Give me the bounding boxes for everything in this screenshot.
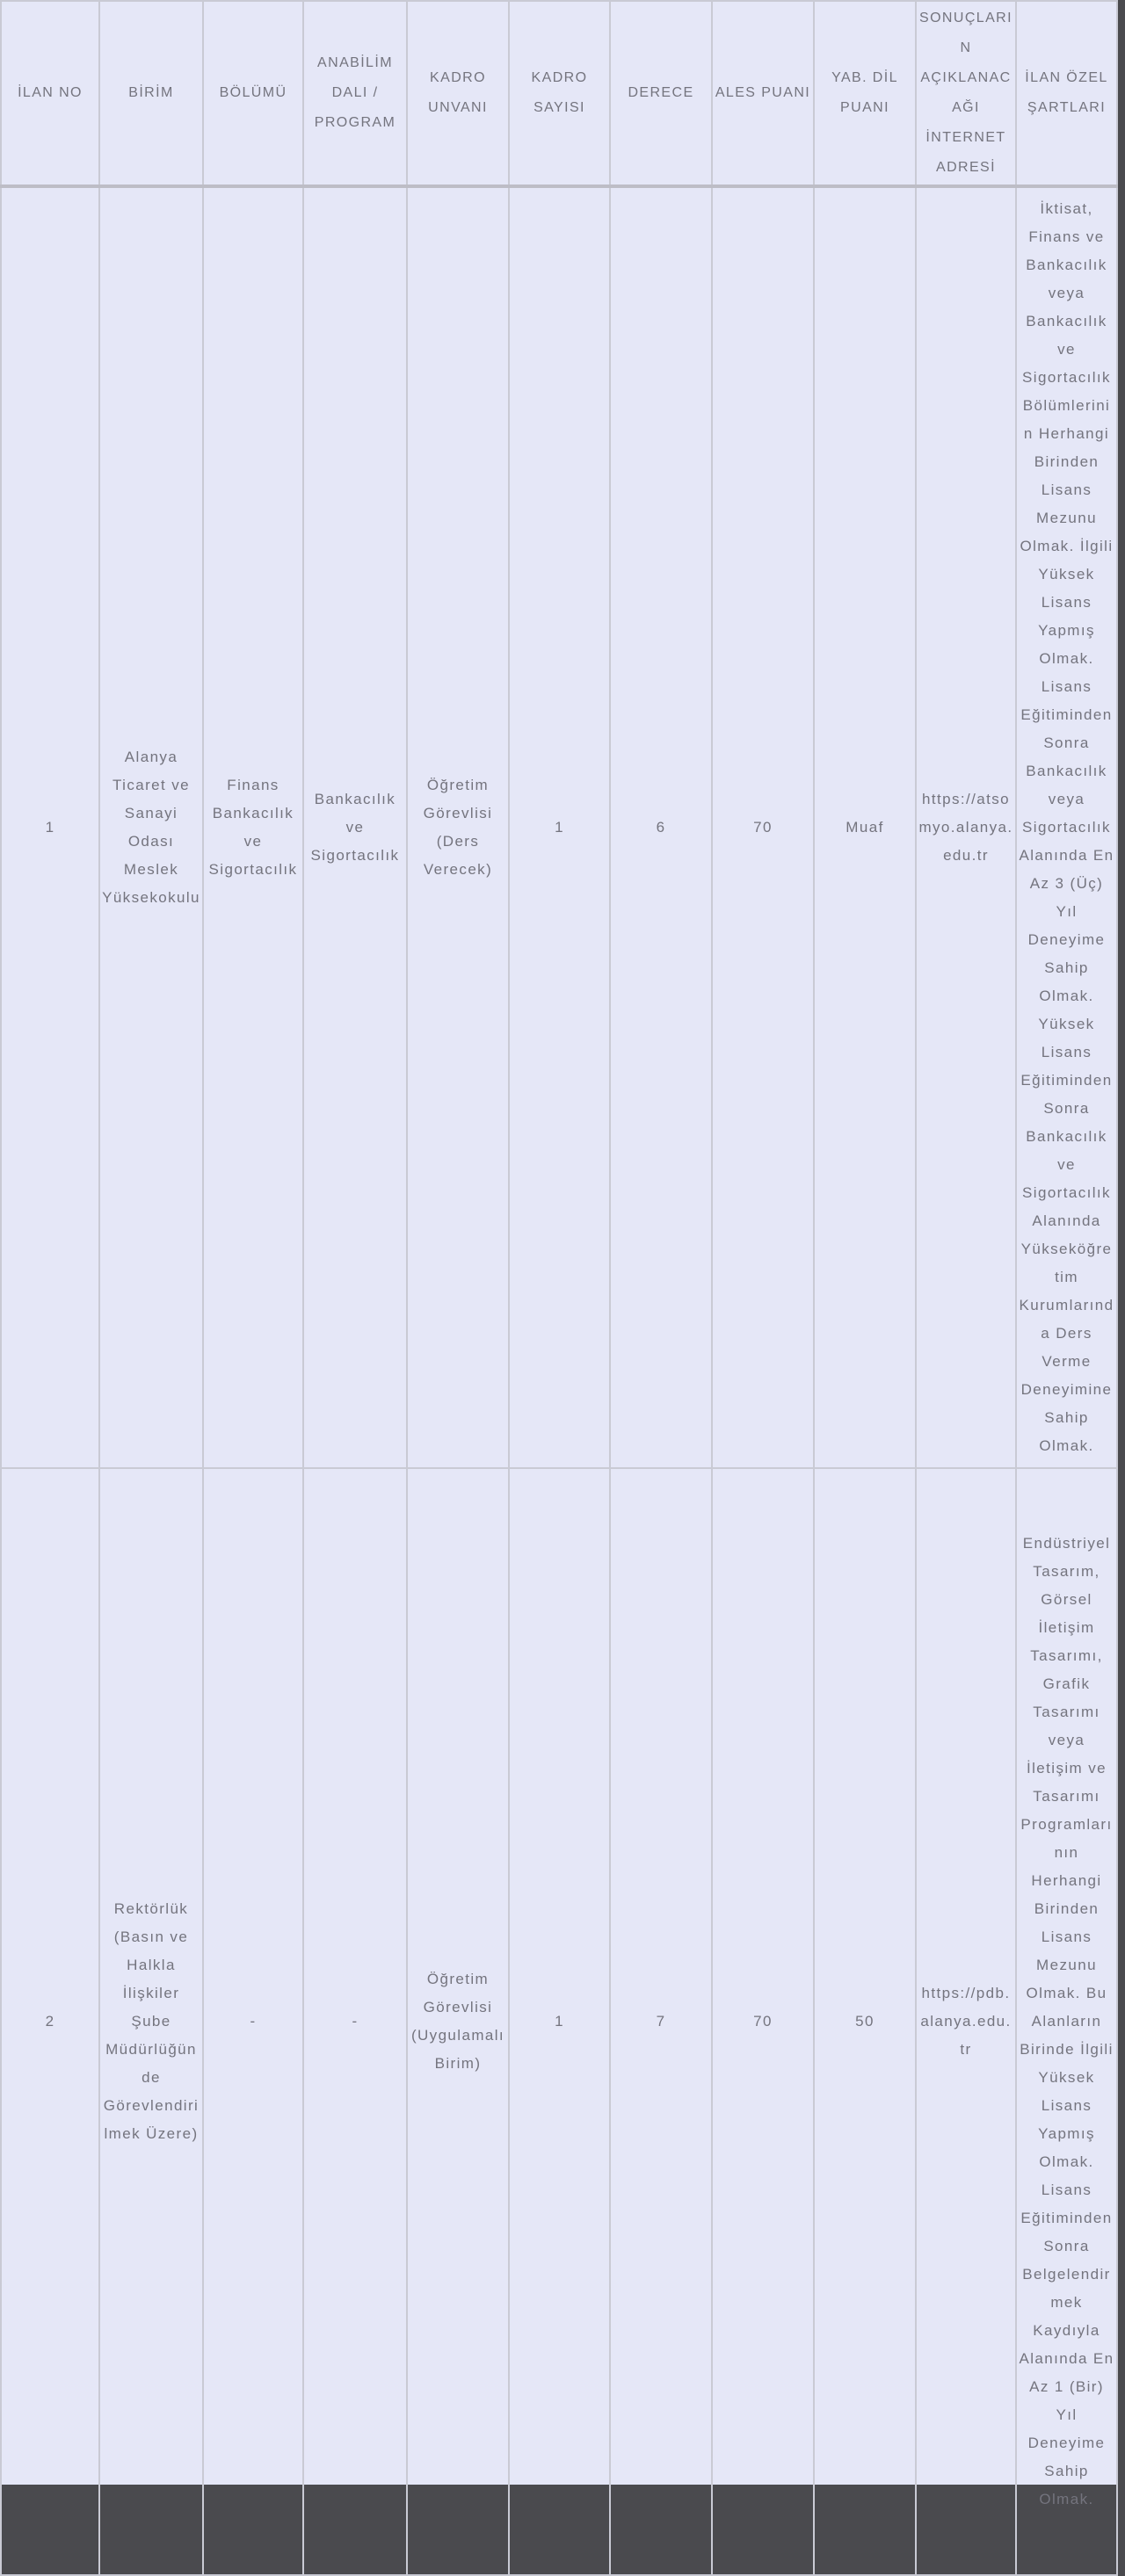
cell-derece: 6 <box>610 186 712 1468</box>
header-ozel-sartlar: İLAN ÖZEL ŞARTLARI <box>1016 1 1117 186</box>
cell-derece: 7 <box>610 1468 712 2575</box>
cell-ilan-no: 1 <box>1 186 99 1468</box>
cell-kadro-sayisi: 1 <box>509 186 610 1468</box>
cell-bolumu: Finans Bankacılık ve Sigortacılık <box>203 186 303 1468</box>
cell-ilan-no: 2 <box>1 1468 99 2575</box>
header-anabilim-dali: ANABİLİM DALI / PROGRAM <box>303 1 407 186</box>
cell-kadro-unvani: Öğretim Görevlisi (Ders Verecek) <box>407 186 509 1468</box>
cell-bolumu: - <box>203 1468 303 2575</box>
cell-birim: Rektörlük (Basın ve Halkla İlişkiler Şube Müdürlüğünde Görevlendirilmek Üzere) <box>99 1468 203 2575</box>
header-ales-puani: ALES PUANI <box>712 1 814 186</box>
header-kadro-unvani: KADRO UNVANI <box>407 1 509 186</box>
header-kadro-sayisi: KADRO SAYISI <box>509 1 610 186</box>
header-bolumu: BÖLÜMÜ <box>203 1 303 186</box>
cell-ales-puani: 70 <box>712 186 814 1468</box>
cell-ozel-sartlar: Endüstriyel Tasarım, Görsel İletişim Tasarımı, Grafik Tasarımı veya İletişim ve Tasarımı Programlarının Herhangi Birinden Lisans Mezunu Olmak. Bu Alanların Birinde İlgili Yüksek Lisans Yapmış Olmak. Lisans Eğitiminden Sonra Belgelendirmek Kaydıyla Alanında En Az 1 (Bir) Yıl Deneyime Sahip Olmak. <box>1016 1468 1117 2575</box>
table-row <box>1 186 1117 1468</box>
table-row <box>1 1468 1117 2575</box>
cell-yab-dil-puani: Muaf <box>814 186 916 1468</box>
cell-anabilim-dali: Bankacılık ve Sigortacılık <box>303 186 407 1468</box>
cell-ales-puani: 70 <box>712 1468 814 2575</box>
cell-kadro-sayisi: 1 <box>509 1468 610 2575</box>
header-yab-dil-puani: YAB. DİL PUANI <box>814 1 916 186</box>
cell-kadro-unvani: Öğretim Görevlisi (Uygulamalı Birim) <box>407 1468 509 2575</box>
header-ilan-no: İLAN NO <box>1 1 99 186</box>
cell-yab-dil-puani: 50 <box>814 1468 916 2575</box>
cell-sonuc-adresi-link[interactable]: https://pdb.alanya.edu.tr <box>916 1468 1016 2575</box>
cell-birim: Alanya Ticaret ve Sanayi Odası Meslek Yüksekokulu <box>99 186 203 1468</box>
header-derece: DERECE <box>610 1 712 186</box>
header-sonuc-adresi: SONUÇLARIN AÇIKLANACAĞI İNTERNET ADRESİ <box>916 1 1016 186</box>
cell-sonuc-adresi-link[interactable]: https://atsomyo.alanya.edu.tr <box>916 186 1016 1468</box>
cell-ozel-sartlar: İktisat, Finans ve Bankacılık veya Bankacılık ve Sigortacılık Bölümlerinin Herhangi Birinden Lisans Mezunu Olmak. İlgili Yüksek Lisans Yapmış Olmak. Lisans Eğitiminden Sonra Bankacılık veya Sigortacılık Alanında En Az 3 (Üç) Yıl Deneyime Sahip Olmak. Yüksek Lisans Eğitiminden Sonra Bankacılık ve Sigortacılık Alanında Yükseköğretim Kurumlarında Ders Verme Deneyimine Sahip Olmak. <box>1016 186 1117 1468</box>
header-birim: BİRİM <box>99 1 203 186</box>
header-row <box>1 1 1117 186</box>
cell-anabilim-dali: - <box>303 1468 407 2575</box>
